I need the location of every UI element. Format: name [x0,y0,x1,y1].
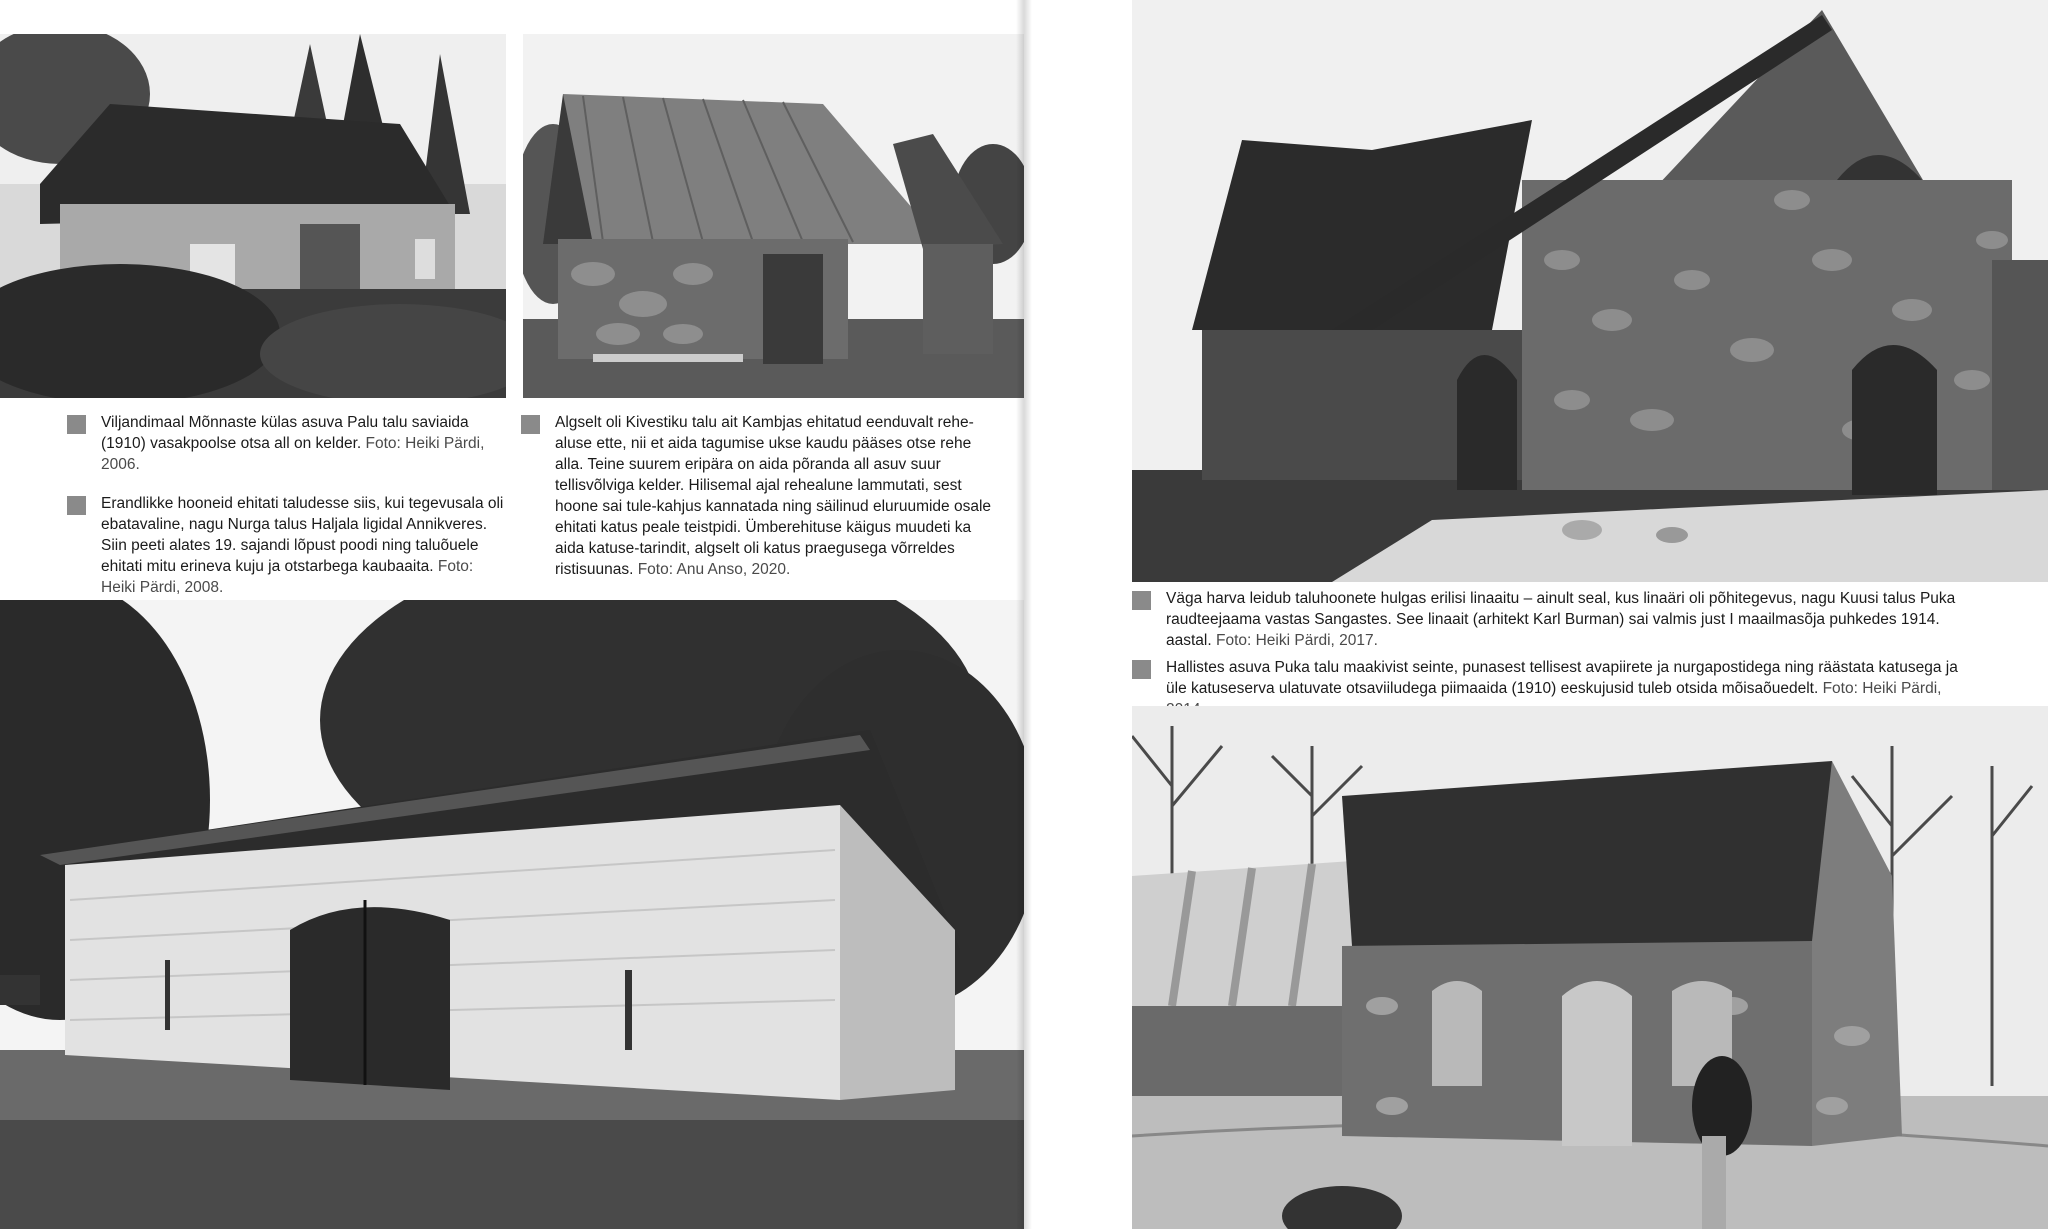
caption-palu [67,412,507,475]
photo-palu-saviait [0,34,506,398]
photo-kivestiku-ait [523,34,1024,398]
caption-kuusi [1132,588,1972,651]
caption-nurga [67,493,507,598]
caption-credit: Foto: Heiki Pärdi, [1822,680,1942,697]
caption-kivestiku [521,412,1001,580]
caption-text: Viljandimaal Mõnnaste külas asuva Palu talu saviaida (1910) vasakpoolse otsa all on kelder. [101,414,469,452]
right-page [1024,0,2048,1229]
caption-bullet [521,415,540,434]
caption-credit: Foto: Anu Anso, 2020. [637,561,791,578]
caption-credit: Foto: Heiki Pärdi, 2017. [1215,632,1378,649]
caption-text: Hallistes asuva Puka talu maakivist seinte, punasest tellisest avapiirete ja nurgapostidega ning räästata katusega ja üle katuseserva ulatuvate otsaviiludega piimaaida (1910) eeskujusid tuleb otsida mõisaõuedelt. [1166,659,1958,697]
caption-credit: Foto: Heiki Pärdi, 2006. [101,435,485,473]
caption-bullet [67,415,86,434]
caption-block-middle [521,412,1001,598]
gutter [1016,0,1032,1229]
caption-text: Väga harva leidub taluhoonete hulgas erilisi linaaitu – ainult seal, kus linaäri oli põhitegevus, nagu Kuusi talus Puka raudteejaama vastas Sangastes. See linaait (arhitekt Karl Burman) sai valmis just I maailmasõja puhkedes 1914. aastal. [1166,590,1956,649]
caption-bullet [1132,660,1151,679]
photo-nurga-kaubaait [0,600,1024,1229]
caption-bullet [67,496,86,515]
caption-credit: Foto: Heiki Pärdi, 2008. [101,558,474,596]
photo-kuusi-linaait [1132,0,2048,582]
caption-text: Algselt oli Kivestiku talu ait Kambjas ehitatud eenduvalt rehe-aluse ette, nii et aida tagumise ukse kaudu pääses otse rehe alla. Teine suurem eripära on aida põranda all asuv suur tellisvõlviga kelder. Hilisemal ajal rehealune lammutati, sest hoone sai tule-kahjus kannatada ning säilinud eluruumide osale ehitati katus peale teistpidi. Ümberehituse käigus muudeti ka aida katuse-tarindit, algselt oli katus praegusega võrreldes ristisuunas. [555,414,992,578]
caption-bullet [1132,591,1151,610]
photo-puka-piimaait [1132,706,2048,1229]
caption-text: Erandlikke hooneid ehitati taludesse siis, kui tegevusala oli ebatavaline, nagu Nurga talus Haljala ligidal Annikveres. Siin peeti alates 19. sajandi lõpust poodi ning taluõuele ehitati mitu erineva kuju ja otstarbega kaubaaita. [101,495,504,575]
caption-block-left [67,412,507,616]
